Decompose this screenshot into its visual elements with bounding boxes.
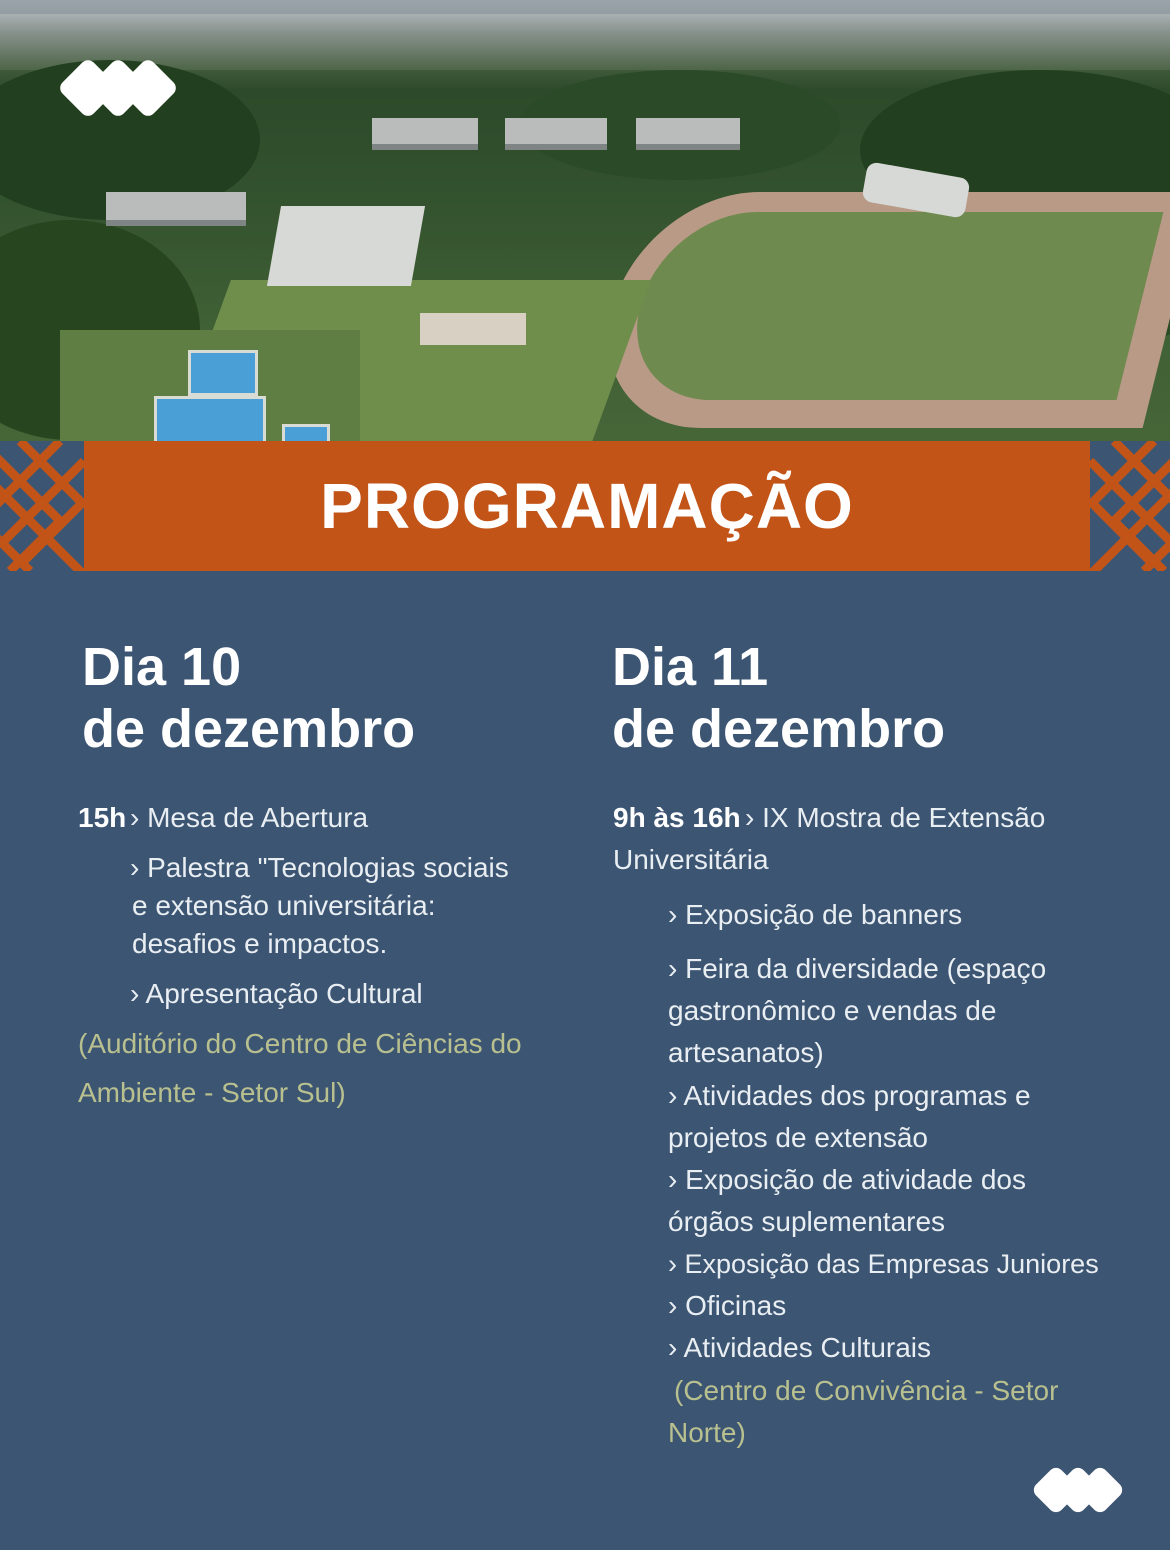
brand-logo-icon [1036, 1466, 1120, 1516]
day11-item: › Atividades Culturais [668, 1332, 932, 1363]
day11-title-line1: Dia 11 [612, 637, 769, 697]
lattice-pattern-icon [0, 441, 84, 571]
day10-title-line1: Dia 10 [82, 637, 242, 697]
day11-item: órgãos suplementares [668, 1206, 946, 1237]
building [106, 192, 246, 226]
campus-aerial-photo [0, 0, 1170, 500]
day11-time: 9h às 16h [613, 802, 741, 833]
day10-item: e extensão universitária: [132, 890, 436, 921]
day10-item: desafios e impactos. [132, 928, 388, 959]
day10-time: 15h [78, 802, 127, 833]
day10-item: › Mesa de Abertura [130, 802, 369, 833]
day11-item: › Atividades dos programas e [668, 1080, 1031, 1111]
day11-item: › Exposição de atividade dos [668, 1164, 1026, 1195]
day11-item: gastronômico e vendas de [668, 995, 997, 1026]
day11-title-line2: de dezembro [612, 699, 946, 759]
day11-headline: Universitária [613, 844, 769, 875]
building [505, 118, 607, 150]
day10-location: (Auditório do Centro de Ciências do [78, 1028, 522, 1059]
day10-location: Ambiente - Setor Sul) [78, 1077, 346, 1108]
day11-item: › Exposição das Empresas Juniores [668, 1249, 1099, 1279]
lattice-pattern-icon [1090, 441, 1170, 571]
sand-court [420, 313, 526, 345]
day11-item: projetos de extensão [668, 1122, 928, 1153]
day11-headline: › IX Mostra de Extensão [745, 802, 1046, 833]
building [372, 118, 478, 150]
sports-field [617, 212, 1164, 400]
swimming-pool [154, 396, 266, 444]
swimming-pool [188, 350, 258, 396]
day11-location: (Centro de Convivência - Setor [674, 1375, 1059, 1406]
building [636, 118, 740, 150]
city-skyline [0, 14, 1170, 70]
day11-location: Norte) [668, 1417, 746, 1448]
brand-logo-icon [62, 58, 172, 114]
day10-item: › Palestra "Tecnologias sociais [130, 852, 509, 883]
day11-item: artesanatos) [668, 1037, 824, 1068]
day10-title-line2: de dezembro [82, 699, 416, 759]
day11-item: › Feira da diversidade (espaço [668, 953, 1047, 984]
day10-item: › Apresentação Cultural [130, 978, 423, 1009]
gymnasium-roof [267, 206, 425, 286]
day11-item: › Oficinas [668, 1290, 787, 1321]
page-title: PROGRAMAÇÃO [320, 470, 854, 542]
day11-item: › Exposição de banners [668, 899, 963, 930]
